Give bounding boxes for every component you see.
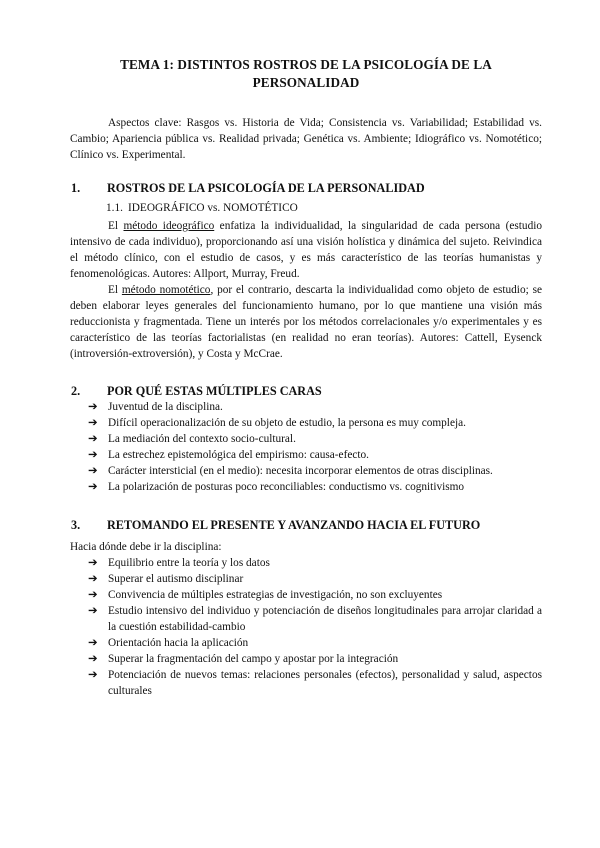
nomothetic-paragraph <box>70 282 542 362</box>
list-item-text: Superar el autismo disciplinar <box>108 573 244 585</box>
list-item <box>70 447 542 463</box>
key-aspects-paragraph: Aspectos clave: Rasgos vs. Historia de Vida; Consistencia vs. Variabilidad; Estabilidad vs. Cambio; Apariencia pública vs. Realidad privada; Genética vs. Ambiente; Idiográfico vs. Nomotético; Clínico vs. Experimental. <box>70 117 542 161</box>
list-item <box>70 555 542 571</box>
subsection-title: IDEOGRÁFICO vs. NOMOTÉTICO <box>128 202 298 214</box>
list-item <box>70 415 542 431</box>
future-directions-list <box>70 555 542 699</box>
list-item <box>70 651 542 667</box>
list-item-text: Superar la fragmentación del campo y apostar por la integración <box>108 653 399 665</box>
section-title: POR QUÉ ESTAS MÚLTIPLES CARAS <box>107 384 322 398</box>
arrow-bullet-icon: ➔ <box>88 481 98 493</box>
paragraph-body: enfatiza la individualidad, la singularidad de cada persona (estudio intensivo de cada individuo), proporcionando así una visión holística y dinámica del sujeto. Reivindica el método clínico, con el estudio de casos, y es más característico de las teorías humanistas y fenomenológicas. Autores: Allport, Murray, Freud. <box>70 220 542 280</box>
list-item <box>70 571 542 587</box>
section-number: 3. <box>71 518 81 532</box>
list-item <box>70 635 542 651</box>
ideographic-term: método ideográfico <box>123 220 215 232</box>
reasons-list <box>70 399 542 495</box>
arrow-bullet-icon: ➔ <box>88 637 98 649</box>
arrow-bullet-icon: ➔ <box>88 573 98 585</box>
section-2-heading <box>70 383 542 399</box>
arrow-bullet-icon: ➔ <box>88 465 98 477</box>
list-item-text: Potenciación de nuevos temas: relaciones personales (efectos), personalidad y salud, aspectos culturales <box>108 669 542 697</box>
future-lead-text: Hacia dónde debe ir la disciplina: <box>70 541 222 553</box>
section-1-heading <box>70 180 542 196</box>
list-item-text: Estudio intensivo del individuo y potenciación de diseños longitudinales para arrojar claridad a la cuestión estabilidad-cambio <box>108 605 542 633</box>
list-item <box>70 463 542 479</box>
list-item <box>70 479 542 495</box>
list-item <box>70 587 542 603</box>
list-item <box>70 667 542 699</box>
arrow-bullet-icon: ➔ <box>88 589 98 601</box>
list-item-text: La mediación del contexto socio-cultural. <box>108 433 296 445</box>
section-3-heading <box>70 517 542 533</box>
list-item-text: Carácter intersticial (en el medio): necesita incorporar elementos de otras disciplinas. <box>108 465 493 477</box>
arrow-bullet-icon: ➔ <box>88 557 98 569</box>
section-title: ROSTROS DE LA PSICOLOGÍA DE LA PERSONALIDAD <box>107 181 425 195</box>
arrow-bullet-icon: ➔ <box>88 653 98 665</box>
nomothetic-term: método nomotético <box>121 284 211 296</box>
arrow-bullet-icon: ➔ <box>88 449 98 461</box>
arrow-bullet-icon: ➔ <box>88 433 98 445</box>
list-item-text: Equilibrio entre la teoría y los datos <box>108 557 270 569</box>
document-page <box>70 56 542 699</box>
list-item <box>70 431 542 447</box>
section-number: 2. <box>71 384 81 398</box>
list-item-text: Orientación hacia la aplicación <box>108 637 249 649</box>
list-item-text: Convivencia de múltiples estrategias de investigación, no son excluyentes <box>108 589 443 601</box>
arrow-bullet-icon: ➔ <box>88 417 98 429</box>
page-title: TEMA 1: DISTINTOS ROSTROS DE LA PSICOLOGÍA DE LA PERSONALIDAD <box>120 57 492 90</box>
list-item <box>70 603 542 635</box>
list-item-text: Difícil operacionalización de su objeto de estudio, la persona es muy compleja. <box>108 417 466 429</box>
paragraph-body: , por el contrario, descarta la individualidad como objeto de estudio; se deben elaborar leyes generales del funcionamiento humano, por lo que mantiene una visión más reduccionista y fragmentada. Tiene un interés por los métodos correlacionales y/o experimentales y es característico de las teorías factorialistas (en realidad no eran teorías). Autores: Cattell, Eysenck (introversión-extroversión), y Costa y McCrae. <box>70 284 542 360</box>
list-item <box>70 399 542 415</box>
subsection-number: 1.1. <box>106 202 123 214</box>
section-number: 1. <box>71 181 81 195</box>
list-item-text: Juventud de la disciplina. <box>108 401 223 413</box>
paragraph-lead: El <box>108 284 122 296</box>
ideographic-paragraph <box>70 218 542 282</box>
arrow-bullet-icon: ➔ <box>88 605 98 617</box>
section-title: RETOMANDO EL PRESENTE Y AVANZANDO HACIA EL FUTURO <box>107 518 481 532</box>
list-item-text: La estrechez epistemológica del empirismo: causa-efecto. <box>108 449 369 461</box>
subsection-1-1-heading <box>70 200 542 216</box>
list-item-text: La polarización de posturas poco reconciliables: conductismo vs. cognitivismo <box>108 481 465 493</box>
arrow-bullet-icon: ➔ <box>88 401 98 413</box>
arrow-bullet-icon: ➔ <box>88 669 98 681</box>
paragraph-lead: El <box>108 220 124 232</box>
